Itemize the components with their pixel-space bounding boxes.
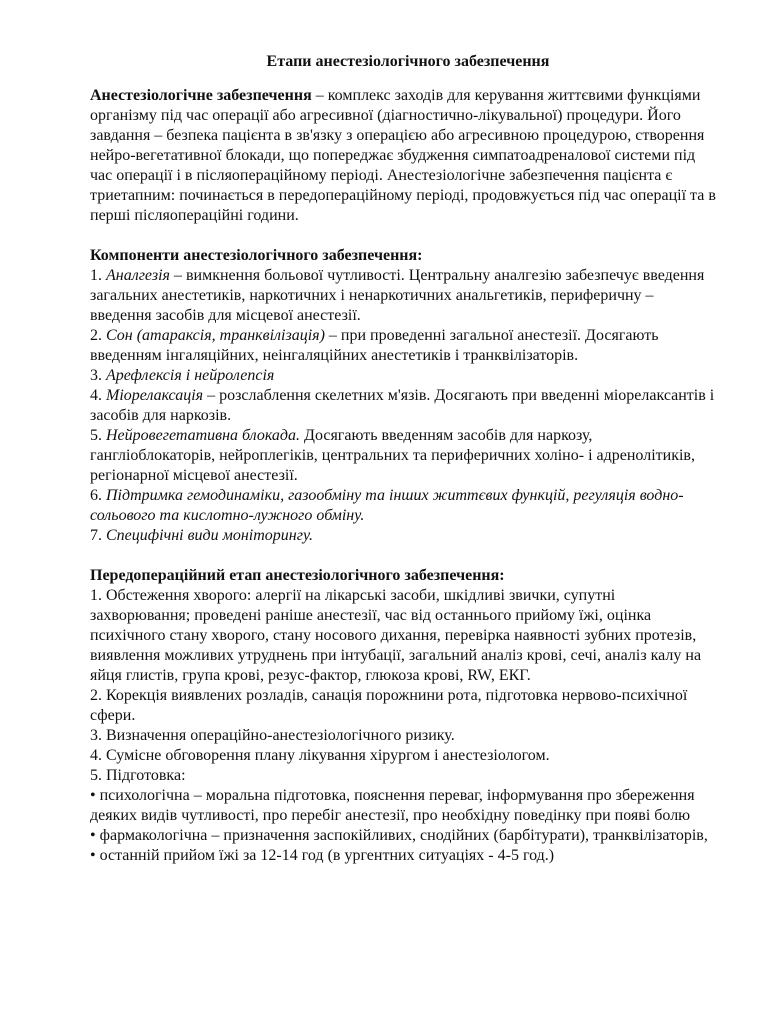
intro-text: – комплекс заходів для керування життєвими функціями організму під час операції або агресивної (діагностично-лікувальної) процедури. Його завдання – безпека пацієнта в зв'язку з операцією або агресивною процедурою, створення нейро-вегетативної блокади, що попереджає збудження симпатоадреналової системи під час операції і в післяопераційному періоді. Анестезіологічне забезпечення пацієнта є триетапним: починається в передопераційному періоді, продовжується під час операції та в перші післяопераційні години. bbox=[90, 87, 716, 224]
spacer bbox=[90, 546, 716, 566]
preop-bullet: • фармакологічна – призначення заспокійливих, снодійних (барбітурати), транквілізаторів, bbox=[90, 827, 708, 844]
intro-term: Анестезіологічне забезпечення bbox=[90, 87, 312, 104]
preop-item: 5. Підготовка: bbox=[90, 767, 186, 784]
intro-paragraph bbox=[90, 86, 716, 226]
component-item: 3. Арефлексія і нейролепсія bbox=[90, 367, 275, 384]
component-item: 5. Нейровегетативна блокада. Досягають введенням засобів для наркозу, гангліоблокаторів, нейроплегіків, центральних та периферичних холіно- і адренолітиків, регіонарної місцевої анестезії. bbox=[90, 427, 695, 484]
preop-item: 1. Обстеження хворого: алергії на лікарські засоби, шкідливі звички, супутні захворювання; проведені раніше анестезії, час від останнього прийому їжі, оцінка психічного стану хворого, стану носового дихання, перевірка наявності зубних протезів, виявлення можливих утруднень при інтубації, загальний аналіз крові, сечі, аналіз калу на яйця глистів, група крові, резус-фактор, глюкоза крові, RW, ЕКГ. bbox=[90, 587, 702, 684]
component-item: 6. Підтримка гемодинаміки, газообміну та інших життєвих функцій, регуляція водно-сольового та кислотно-лужного обміну. bbox=[90, 487, 684, 524]
component-item: 7. Специфічні види моніторингу. bbox=[90, 527, 314, 544]
spacer bbox=[90, 226, 716, 246]
components-heading: Компоненти анестезіологічного забезпечення: bbox=[90, 247, 423, 264]
preop-bullet: • останній прийом їжі за 12-14 год (в ургентних ситуаціях - 4-5 год.) bbox=[90, 847, 555, 864]
preop-item: 3. Визначення операційно-анестезіологічного ризику. bbox=[90, 727, 455, 744]
component-item: 4. Міорелаксація – розслаблення скелетних м'язів. Досягають при введенні міорелаксантів і засобів для наркозів. bbox=[90, 387, 715, 424]
preop-heading: Передопераційний етап анестезіологічного забезпечення: bbox=[90, 567, 505, 584]
preop-item: 4. Сумісне обговорення плану лікування хірургом і анестезіологом. bbox=[90, 747, 550, 764]
preop-bullet: • психологічна – моральна підготовка, пояснення переваг, інформування про збереження деяких видів чутливості, про перебіг анестезії, про необхідну поведінку при появі болю bbox=[90, 787, 695, 824]
document-title: Етапи анестезіологічного забезпечення bbox=[266, 53, 550, 70]
component-item: 1. Аналгезія – вимкнення больової чутливості. Центральну аналгезію забезпечує введення загальних анестетиків, наркотичних і ненаркотичних анальгетиків, периферичну – введення засобів для місцевої анестезії. bbox=[90, 267, 705, 324]
component-item: 2. Сон (атараксія, транквілізація) – при проведенні загальної анестезії. Досягають введенням інгаляційних, неінгаляційних анестетиків і транквілізаторів. bbox=[90, 327, 659, 364]
preop-item: 2. Корекція виявлених розладів, санація порожнини рота, підготовка нервово-психічної сфери. bbox=[90, 687, 688, 724]
